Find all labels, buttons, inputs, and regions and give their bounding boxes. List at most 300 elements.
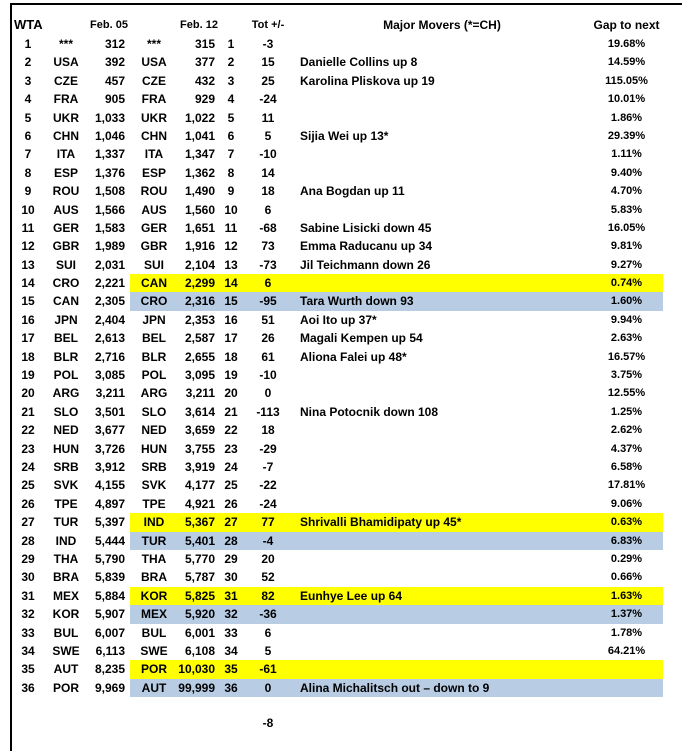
rank-feb12-cell[interactable]: 21 (224, 404, 238, 419)
rank-feb12-cell[interactable]: 1 (227, 37, 235, 51)
points-feb05-cell[interactable]: 2,613 (94, 331, 125, 346)
tot-change-cell[interactable]: 82 (242, 587, 294, 605)
major-mover-cell[interactable] (294, 421, 590, 439)
country-feb12-cell[interactable]: SVK (141, 478, 167, 493)
gap-to-next-cell[interactable]: 4.37% (610, 442, 643, 455)
major-mover-cell[interactable] (294, 532, 590, 550)
rank-cell[interactable]: 34 (21, 643, 35, 658)
header-feb05[interactable]: Feb. 05 (90, 19, 128, 32)
rank-feb12-cell[interactable]: 23 (224, 441, 238, 456)
points-feb05-cell[interactable]: 1,566 (94, 202, 125, 217)
rank-cell[interactable]: 17 (21, 331, 35, 346)
rank-cell[interactable]: 14 (21, 276, 35, 291)
rank-cell[interactable]: 5 (24, 110, 32, 125)
tot-change-cell[interactable]: 11 (261, 110, 275, 125)
country-feb12-cell[interactable]: CRO (130, 292, 178, 310)
points-feb12-cell[interactable]: 2,655 (184, 349, 215, 364)
rank-cell[interactable]: 19 (21, 368, 35, 383)
rank-feb12-cell[interactable]: 3 (227, 73, 235, 88)
country-feb05-cell[interactable]: KOR (52, 607, 80, 622)
rank-cell[interactable]: 24 (21, 459, 35, 474)
country-feb05-cell[interactable]: GBR (52, 239, 80, 254)
rank-feb12-cell[interactable]: 19 (224, 368, 238, 383)
gap-to-next-cell[interactable]: 9.81% (610, 240, 643, 253)
points-feb05-cell[interactable]: 1,583 (94, 220, 125, 235)
country-feb05-cell[interactable]: AUS (53, 202, 79, 217)
country-feb05-cell[interactable]: AUT (53, 662, 79, 677)
major-mover-cell[interactable] (294, 642, 590, 660)
tot-change-cell[interactable]: -24 (259, 92, 277, 107)
tot-change-cell[interactable]: 77 (242, 513, 294, 531)
rank-cell[interactable]: 20 (21, 386, 35, 401)
points-feb05-cell[interactable]: 5,884 (94, 588, 125, 603)
tot-change-cell[interactable]: 73 (261, 239, 275, 254)
country-feb12-cell[interactable]: CAN (130, 274, 178, 292)
gap-to-next-cell[interactable]: 0.66% (610, 571, 643, 584)
gap-to-next-cell[interactable] (590, 679, 663, 697)
gap-to-next-cell[interactable]: 14.59% (607, 56, 646, 69)
tot-change-cell[interactable]: -113 (256, 404, 280, 419)
points-feb12-cell[interactable]: 5,787 (184, 570, 215, 585)
rank-cell[interactable]: 11 (21, 220, 35, 235)
major-mover-cell[interactable]: Tara Wurth down 93 (294, 292, 590, 310)
major-mover-cell[interactable]: Sijia Wei up 13* (300, 128, 389, 143)
points-feb05-cell[interactable]: 905 (104, 92, 125, 107)
country-feb12-cell[interactable]: SLO (141, 404, 167, 419)
rank-feb12-cell[interactable]: 13 (224, 257, 238, 272)
rank-cell[interactable]: 16 (21, 312, 35, 327)
country-feb12-cell[interactable]: ARG (140, 386, 168, 401)
rank-feb12-cell[interactable]: 11 (224, 220, 238, 235)
country-feb05-cell[interactable]: CHN (53, 128, 79, 143)
header-major-movers[interactable]: Major Movers (*=CH) (383, 18, 501, 33)
country-feb05-cell[interactable]: ESP (53, 165, 78, 180)
country-feb12-cell[interactable]: UKR (141, 110, 167, 125)
country-feb12-cell[interactable]: JPN (142, 312, 166, 327)
points-feb05-cell[interactable]: 5,444 (94, 533, 125, 548)
gap-to-next-cell[interactable]: 115.05% (605, 74, 648, 87)
points-feb12-cell[interactable]: 1,490 (184, 184, 215, 199)
rank-cell[interactable]: 23 (21, 441, 35, 456)
points-feb12-cell[interactable]: 2,587 (184, 331, 215, 346)
points-feb05-cell[interactable]: 3,211 (95, 386, 125, 401)
rank-cell[interactable]: 27 (21, 515, 35, 530)
gap-to-next-cell[interactable]: 5.83% (610, 203, 643, 216)
points-feb12-cell[interactable]: 1,347 (184, 147, 215, 162)
country-feb12-cell[interactable]: NED (141, 423, 167, 438)
gap-to-next-cell[interactable]: 16.05% (607, 221, 646, 234)
gap-to-next-cell[interactable]: 6.58% (610, 460, 643, 473)
header-feb12[interactable]: Feb. 12 (180, 19, 218, 32)
points-feb05-cell[interactable]: 6,113 (95, 643, 125, 658)
points-feb05-cell[interactable]: 3,726 (94, 441, 125, 456)
gap-to-next-cell[interactable]: 0.29% (610, 552, 643, 565)
points-feb05-cell[interactable]: 2,716 (94, 349, 125, 364)
gap-to-next-cell[interactable]: 2.63% (610, 332, 643, 345)
country-feb05-cell[interactable]: BUL (53, 625, 79, 640)
country-feb12-cell[interactable]: BLR (141, 349, 167, 364)
rank-cell[interactable]: 1 (24, 37, 32, 51)
rank-cell[interactable]: 33 (21, 625, 35, 640)
points-feb05-cell[interactable]: 5,397 (94, 515, 125, 530)
rank-feb12-cell[interactable]: 4 (227, 92, 235, 107)
points-feb12-cell[interactable]: 4,177 (184, 478, 215, 493)
rank-cell[interactable]: 29 (21, 551, 35, 566)
major-mover-cell[interactable]: Magali Kempen up 54 (300, 331, 423, 346)
country-feb05-cell[interactable]: SUI (55, 257, 76, 272)
points-feb05-cell[interactable]: 1,376 (94, 165, 125, 180)
rank-feb12-cell[interactable]: 22 (224, 423, 238, 438)
rank-cell[interactable]: 26 (21, 496, 35, 511)
country-feb05-cell[interactable]: SWE (52, 643, 80, 658)
country-feb05-cell[interactable]: SRB (53, 459, 79, 474)
tot-change-cell[interactable]: -36 (242, 605, 294, 623)
rank-cell[interactable]: 31 (21, 588, 35, 603)
major-mover-cell[interactable] (294, 35, 590, 53)
tot-change-cell[interactable]: 25 (261, 73, 275, 88)
major-mover-cell[interactable]: Aliona Falei up 48* (300, 349, 407, 364)
country-feb12-cell[interactable]: ESP (141, 165, 166, 180)
country-feb05-cell[interactable]: THA (53, 551, 79, 566)
points-feb12-cell[interactable]: 10,030 (178, 660, 220, 678)
tot-change-cell[interactable]: 18 (261, 423, 275, 438)
country-feb05-cell[interactable]: BRA (53, 570, 79, 585)
points-feb12-cell[interactable]: 4,921 (184, 496, 215, 511)
rank-cell[interactable]: 7 (24, 147, 32, 162)
gap-to-next-cell[interactable]: 29.39% (607, 129, 646, 142)
gap-to-next-cell[interactable]: 1.86% (610, 111, 643, 124)
country-feb12-cell[interactable]: AUT (130, 679, 178, 697)
points-feb12-cell[interactable]: 3,095 (184, 368, 215, 383)
country-feb12-cell[interactable]: *** (146, 37, 161, 51)
gap-to-next-cell[interactable]: 0.63% (590, 513, 663, 531)
country-feb05-cell[interactable]: USA (53, 55, 79, 70)
points-feb12-cell[interactable]: 5,401 (178, 532, 220, 550)
points-feb12-cell[interactable]: 99,999 (178, 679, 220, 697)
points-feb05-cell[interactable]: 1,033 (94, 110, 125, 125)
points-feb05-cell[interactable]: 8,235 (94, 662, 125, 677)
rank-feb12-cell[interactable]: 36 (220, 679, 242, 697)
points-feb12-cell[interactable]: 1,651 (184, 220, 215, 235)
major-mover-cell[interactable]: Aoi Ito up 37* (300, 312, 377, 327)
country-feb05-cell[interactable]: CAN (53, 294, 79, 309)
rank-cell[interactable]: 6 (24, 128, 32, 143)
country-feb05-cell[interactable]: CRO (52, 276, 80, 291)
points-feb12-cell[interactable]: 3,919 (184, 459, 215, 474)
points-feb12-cell[interactable]: 432 (194, 73, 215, 88)
points-feb05-cell[interactable]: 5,839 (94, 570, 125, 585)
country-feb12-cell[interactable]: CZE (142, 73, 166, 88)
rank-feb12-cell[interactable]: 24 (224, 459, 238, 474)
major-mover-cell[interactable] (294, 145, 590, 163)
rank-feb12-cell[interactable]: 9 (227, 184, 235, 199)
country-feb12-cell[interactable]: SRB (141, 459, 167, 474)
tot-change-cell[interactable]: -68 (259, 220, 277, 235)
country-feb12-cell[interactable]: GBR (140, 239, 168, 254)
gap-to-next-cell[interactable]: 1.63% (590, 587, 663, 605)
rank-feb12-cell[interactable]: 30 (224, 570, 238, 585)
rank-cell[interactable]: 28 (21, 533, 35, 548)
tot-change-cell[interactable]: 15 (261, 55, 275, 70)
major-mover-cell[interactable] (294, 624, 590, 642)
points-feb12-cell[interactable]: 5,367 (178, 513, 220, 531)
points-feb05-cell[interactable]: 2,221 (94, 276, 125, 291)
major-mover-cell[interactable] (294, 201, 590, 219)
tot-change-cell[interactable]: -10 (259, 147, 277, 162)
gap-to-next-cell[interactable]: 12.55% (607, 387, 646, 400)
country-feb05-cell[interactable]: ROU (52, 184, 80, 199)
gap-to-next-cell[interactable]: 1.11% (611, 148, 642, 161)
points-feb12-cell[interactable]: 3,755 (184, 441, 215, 456)
tot-change-cell[interactable]: 5 (264, 128, 272, 143)
points-feb12-cell[interactable]: 6,108 (184, 643, 215, 658)
points-feb12-cell[interactable]: 1,041 (184, 128, 215, 143)
gap-to-next-cell[interactable]: 0.74% (590, 274, 663, 292)
tot-change-cell[interactable]: -3 (262, 37, 274, 51)
rank-feb12-cell[interactable]: 18 (224, 349, 238, 364)
rank-feb12-cell[interactable]: 34 (224, 643, 238, 658)
rank-cell[interactable]: 2 (24, 55, 32, 70)
major-mover-cell[interactable]: Ana Bogdan up 11 (300, 184, 405, 199)
country-feb12-cell[interactable]: POL (141, 368, 167, 383)
rank-feb12-cell[interactable]: 12 (224, 239, 238, 254)
net-change-total[interactable]: -8 (262, 716, 274, 730)
rank-feb12-cell[interactable]: 32 (220, 605, 242, 623)
points-feb05-cell[interactable]: 1,337 (94, 147, 125, 162)
rank-feb12-cell[interactable]: 8 (227, 165, 235, 180)
major-mover-cell[interactable] (294, 495, 590, 513)
points-feb05-cell[interactable]: 4,155 (94, 478, 125, 493)
tot-change-cell[interactable]: -73 (259, 257, 277, 272)
major-mover-cell[interactable] (294, 90, 590, 108)
gap-to-next-cell[interactable]: 9.94% (610, 313, 643, 326)
tot-change-cell[interactable]: 26 (261, 331, 275, 346)
points-feb05-cell[interactable]: 1,046 (94, 128, 125, 143)
points-feb12-cell[interactable]: 3,211 (185, 386, 215, 401)
rank-feb12-cell[interactable]: 5 (227, 110, 235, 125)
rank-feb12-cell[interactable]: 28 (220, 532, 242, 550)
rank-cell[interactable]: 8 (24, 165, 32, 180)
major-mover-cell[interactable] (294, 660, 590, 678)
rank-feb12-cell[interactable]: 15 (220, 292, 242, 310)
tot-change-cell[interactable]: 61 (261, 349, 275, 364)
country-feb05-cell[interactable]: SLO (53, 404, 79, 419)
rank-cell[interactable]: 10 (21, 202, 35, 217)
country-feb05-cell[interactable]: GER (52, 220, 79, 235)
country-feb12-cell[interactable]: SWE (140, 643, 168, 658)
gap-to-next-cell[interactable]: 64.21% (607, 644, 646, 657)
rank-feb12-cell[interactable]: 33 (224, 625, 238, 640)
rank-feb12-cell[interactable]: 10 (224, 202, 238, 217)
country-feb05-cell[interactable]: JPN (54, 312, 78, 327)
points-feb12-cell[interactable]: 1,916 (184, 239, 215, 254)
rank-feb12-cell[interactable]: 17 (224, 331, 238, 346)
tot-change-cell[interactable]: 52 (261, 570, 275, 585)
country-feb12-cell[interactable]: CHN (141, 128, 167, 143)
points-feb05-cell[interactable]: 3,085 (94, 368, 125, 383)
country-feb12-cell[interactable]: USA (141, 55, 167, 70)
country-feb05-cell[interactable]: NED (53, 423, 79, 438)
tot-change-cell[interactable]: 20 (261, 551, 275, 566)
rank-cell[interactable]: 4 (24, 92, 32, 107)
major-mover-cell[interactable]: Alina Michalitsch out – down to 9 (294, 679, 590, 697)
rank-cell[interactable]: 36 (21, 680, 35, 695)
gap-to-next-cell[interactable]: 10.01% (607, 93, 646, 106)
rank-feb12-cell[interactable]: 7 (227, 147, 235, 162)
country-feb05-cell[interactable]: TPE (54, 496, 78, 511)
country-feb12-cell[interactable]: AUS (141, 202, 167, 217)
major-mover-cell[interactable] (294, 366, 590, 384)
tot-change-cell[interactable]: 0 (264, 386, 272, 401)
major-mover-cell[interactable]: Shrivalli Bhamidipaty up 45* (294, 513, 590, 531)
major-mover-cell[interactable]: Emma Raducanu up 34 (300, 239, 433, 254)
gap-to-next-cell[interactable]: 19.68% (607, 38, 646, 50)
gap-to-next-cell[interactable]: 1.37% (590, 605, 663, 623)
rank-feb12-cell[interactable]: 27 (220, 513, 242, 531)
major-mover-cell[interactable] (294, 550, 590, 568)
country-feb05-cell[interactable]: TUR (53, 515, 79, 530)
tot-change-cell[interactable]: 5 (264, 643, 272, 658)
country-feb05-cell[interactable]: POL (53, 368, 79, 383)
points-feb05-cell[interactable]: 5,907 (94, 607, 125, 622)
points-feb12-cell[interactable]: 377 (194, 55, 215, 70)
rank-cell[interactable]: 3 (24, 73, 32, 88)
gap-to-next-cell[interactable]: 1.60% (590, 292, 663, 310)
tot-change-cell[interactable]: -29 (259, 441, 277, 456)
points-feb05-cell[interactable]: 457 (104, 73, 125, 88)
rank-cell[interactable]: 15 (21, 294, 35, 309)
gap-to-next-cell[interactable]: 9.40% (610, 166, 643, 179)
major-mover-cell[interactable] (294, 164, 590, 182)
country-feb05-cell[interactable]: SVK (53, 478, 79, 493)
tot-change-cell[interactable]: -7 (262, 459, 274, 474)
tot-change-cell[interactable]: -24 (259, 496, 277, 511)
country-feb12-cell[interactable]: FRA (141, 92, 167, 107)
country-feb12-cell[interactable]: IND (130, 513, 178, 531)
country-feb12-cell[interactable]: TPE (142, 496, 166, 511)
major-mover-cell[interactable] (294, 605, 590, 623)
country-feb12-cell[interactable]: HUN (141, 441, 167, 456)
country-feb12-cell[interactable]: ROU (140, 184, 168, 199)
rank-feb12-cell[interactable]: 35 (220, 660, 242, 678)
rank-feb12-cell[interactable]: 2 (227, 55, 235, 70)
major-mover-cell[interactable]: Danielle Collins up 8 (300, 55, 418, 70)
tot-change-cell[interactable]: -61 (242, 660, 294, 678)
country-feb05-cell[interactable]: BLR (53, 349, 79, 364)
points-feb05-cell[interactable]: 3,677 (94, 423, 125, 438)
rank-feb12-cell[interactable]: 25 (224, 478, 238, 493)
country-feb05-cell[interactable]: ITA (56, 147, 76, 162)
rank-feb12-cell[interactable]: 16 (224, 312, 238, 327)
major-mover-cell[interactable]: Jil Teichmann down 26 (300, 257, 431, 272)
rank-cell[interactable]: 30 (21, 570, 35, 585)
country-feb12-cell[interactable]: MEX (130, 605, 178, 623)
gap-to-next-cell[interactable]: 2.62% (610, 424, 643, 437)
rank-cell[interactable]: 22 (21, 423, 35, 438)
gap-to-next-cell[interactable]: 17.81% (607, 479, 646, 492)
header-gap-to-next[interactable]: Gap to next (593, 18, 660, 33)
major-mover-cell[interactable] (294, 476, 590, 494)
major-mover-cell[interactable]: Sabine Lisicki down 45 (300, 220, 432, 235)
gap-to-next-cell[interactable]: 3.75% (610, 369, 643, 382)
points-feb12-cell[interactable]: 2,316 (178, 292, 220, 310)
country-feb12-cell[interactable]: BEL (142, 331, 166, 346)
points-feb05-cell[interactable]: 2,404 (94, 312, 125, 327)
tot-change-cell[interactable]: -10 (259, 368, 277, 383)
gap-to-next-cell[interactable]: 16.57% (607, 350, 646, 363)
points-feb12-cell[interactable]: 2,104 (184, 257, 215, 272)
header-wta[interactable]: WTA (14, 17, 43, 33)
points-feb05-cell[interactable]: 392 (104, 55, 125, 70)
major-mover-cell[interactable] (294, 109, 590, 127)
rank-cell[interactable]: 13 (21, 257, 35, 272)
tot-change-cell[interactable]: -95 (242, 292, 294, 310)
country-feb05-cell[interactable]: FRA (53, 92, 79, 107)
points-feb12-cell[interactable]: 5,920 (178, 605, 220, 623)
country-feb12-cell[interactable]: POR (130, 660, 178, 678)
rank-feb12-cell[interactable]: 20 (224, 386, 238, 401)
country-feb05-cell[interactable]: MEX (52, 588, 79, 603)
points-feb05-cell[interactable]: 1,508 (94, 184, 125, 199)
tot-change-cell[interactable]: -22 (259, 478, 277, 493)
points-feb12-cell[interactable]: 3,614 (184, 404, 215, 419)
rank-feb12-cell[interactable]: 31 (220, 587, 242, 605)
country-feb12-cell[interactable]: THA (141, 551, 167, 566)
country-feb05-cell[interactable]: HUN (53, 441, 79, 456)
rank-cell[interactable]: 21 (21, 404, 35, 419)
country-feb12-cell[interactable]: SUI (143, 257, 164, 272)
major-mover-cell[interactable] (294, 274, 590, 292)
points-feb05-cell[interactable]: 2,305 (94, 294, 125, 309)
rank-feb12-cell[interactable]: 14 (220, 274, 242, 292)
points-feb12-cell[interactable]: 2,353 (184, 312, 215, 327)
points-feb12-cell[interactable]: 5,770 (184, 551, 215, 566)
rank-feb12-cell[interactable]: 6 (227, 128, 235, 143)
tot-change-cell[interactable]: 14 (261, 165, 275, 180)
points-feb12-cell[interactable]: 1,560 (184, 202, 215, 217)
country-feb12-cell[interactable]: GER (140, 220, 167, 235)
rank-cell[interactable]: 12 (21, 239, 35, 254)
major-mover-cell[interactable] (294, 568, 590, 586)
tot-change-cell[interactable]: -4 (242, 532, 294, 550)
points-feb12-cell[interactable]: 3,659 (184, 423, 215, 438)
country-feb12-cell[interactable]: KOR (130, 587, 178, 605)
points-feb12-cell[interactable]: 6,001 (184, 625, 215, 640)
header-tot[interactable]: Tot +/- (251, 19, 285, 32)
gap-to-next-cell[interactable]: 9.27% (610, 258, 643, 271)
points-feb05-cell[interactable]: 312 (104, 37, 125, 51)
points-feb05-cell[interactable]: 9,969 (94, 680, 125, 695)
country-feb05-cell[interactable]: *** (58, 37, 73, 51)
rank-cell[interactable]: 35 (21, 662, 35, 677)
country-feb05-cell[interactable]: CZE (54, 73, 78, 88)
points-feb05-cell[interactable]: 2,031 (94, 257, 125, 272)
points-feb05-cell[interactable]: 6,007 (94, 625, 125, 640)
major-mover-cell[interactable]: Nina Potocnik down 108 (300, 404, 439, 419)
country-feb05-cell[interactable]: UKR (53, 110, 79, 125)
points-feb05-cell[interactable]: 4,897 (94, 496, 125, 511)
rank-cell[interactable]: 9 (24, 184, 32, 199)
country-feb12-cell[interactable]: BUL (141, 625, 167, 640)
points-feb12-cell[interactable]: 1,022 (184, 110, 215, 125)
points-feb05-cell[interactable]: 1,989 (94, 239, 125, 254)
tot-change-cell[interactable]: 18 (261, 184, 275, 199)
major-mover-cell[interactable]: Karolina Pliskova up 19 (300, 73, 435, 88)
major-mover-cell[interactable] (294, 440, 590, 458)
points-feb12-cell[interactable]: 1,362 (184, 165, 215, 180)
country-feb12-cell[interactable]: BRA (141, 570, 167, 585)
rank-cell[interactable]: 32 (21, 607, 35, 622)
